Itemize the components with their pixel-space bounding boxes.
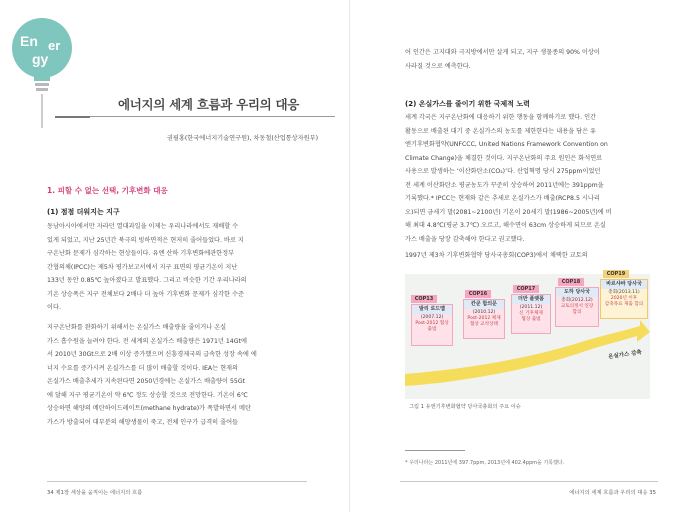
authors: 권필홍(한국에너지기술연구원), 차동철(산업통상자원부) [166, 135, 318, 142]
subheading-2: (2) 온실가스를 줄이기 위한 국제적 노력 [405, 100, 530, 108]
cop18-box: 도하 당사국 총회(2012.12) 교토의정서 연장 합의 [555, 287, 599, 327]
cop17-box: 더반 플랫폼 (2011.12) 신 기후체제 협상 출범 [511, 294, 551, 334]
footer-rule-left [47, 481, 307, 482]
paragraph-1-right: 세계 각국은 지구온난화에 대응하기 위한 행동을 함께하기로 했다. 인간 활동으로 배출된 대기 중 온실가스의 농도를 제한한다는 내용을 담은 유 엔기후변화협약(UNFCCC, United Nations Framework Convention on Climate Change)을 체결한 것이다. 지구온난화의 주요 원인은 화석연료 사용으로 발생하는 ‘이산화탄소(CO₂)’다. 산업혁명 당시 275ppm이었던 전 세계 이산화탄소 평균농도가 꾸준히 상승하여 2011년에는 391ppm을 기록했다.* IPCC는 현재와 같은 추세로 온실가스가 배출(RCP8.5 시나리 오)되면 금세기 말(2081~2100년) 기온이 20세기 말(1986~2005년)에 비 해 최대 4.8℃(평균 3.7℃) 오르고, 해수면이 63cm 상승하게 되므로 온실 가스 배출을 당장 감축해야 한다고 권고했다. [405, 114, 612, 243]
footer-rule-right [400, 481, 658, 482]
paragraph-1: 동남아시아에서만 자라던 열대과일을 이제는 우리나라에서도 재배할 수 있게 되었고, 지난 25년간 북극의 빙하면적은 현저히 줄어들었다. 바로 지 구온난화 문제가 심각하는 현상들이다. 유엔 산하 기후변화에관한정부 간협의체(IPCC)는 제5차 평가보고서에서 지구 표면의 평균기온이 지난 133년 동안 0.85℃ 높아졌다고 발표했다. 그리고 비슷한 기간 우리나라의 기온 상승폭은 지구 전체보다 2배나 더 높아 기후변화 문제가 심각한 수준 이다. [47, 223, 247, 311]
cop-timeline-figure [405, 271, 650, 399]
article-title: 에너지의 세계 흐름과 우리의 대응 [118, 97, 300, 112]
cop13-box: 발리 로드맵 (2007.12) Post-2012 협상 출범 [411, 304, 453, 346]
title-rule-accent [55, 116, 90, 118]
cop16-box: 칸쿤 합의문 (2010.12) Post-2012 체제 협상 교착상태 [463, 299, 505, 339]
section-heading: 1. 피할 수 없는 선택, 기후변화 대응 [47, 186, 168, 195]
paragraph-2-right: 1997년 제3차 기후변화협약 당사국총회(COP3)에서 채택한 교토의 [405, 252, 588, 259]
cop18-tag: COP18 [558, 278, 584, 286]
footer-left: 34 제1장 세상을 움직이는 에너지의 흐름 [47, 490, 143, 496]
paragraph-0-right: 어 인간은 고지대와 극지방에서만 살게 되고, 지구 생물종의 90% 이상이 사라질 것으로 예측한다. [405, 49, 600, 70]
energy-bulb-logo [8, 10, 78, 130]
page-gutter [349, 0, 350, 512]
title-rule [90, 116, 335, 117]
subheading-1: (1) 점점 더워지는 지구 [47, 208, 120, 216]
cop13-tag: COP13 [411, 295, 437, 303]
footnote-rule [405, 450, 465, 451]
figure-caption: 그림 1 유엔기후변화협약 당사국총회의 주요 이슈 [409, 404, 521, 410]
cop19-tag: COP19 [603, 270, 629, 278]
arrow-label: 온실가스 감축 [607, 349, 643, 361]
svg-text:gy: gy [32, 51, 49, 67]
svg-text:er: er [48, 38, 61, 53]
cop17-tag: COP17 [513, 285, 539, 293]
cop16-tag: COP16 [465, 290, 491, 298]
footer-right: 에너지의 세계 흐름과 우리의 대응 35 [569, 490, 656, 496]
footnote: * 우리나라는 2011년에 397.7ppm, 2013년에 402.4ppm을 기록했다. [405, 460, 565, 466]
svg-text:En: En [20, 33, 38, 49]
cop19-box: 바르샤바 당사국 총회(2013.11) 2020년 이후 감축목표 제출 합의 [600, 279, 648, 319]
paragraph-2: 지구온난화를 완화하기 위해서는 온실가스 배출량을 줄이거나 온실 가스 흡수원을 늘려야 한다. 전 세계의 온실가스 배출량은 1971년 14Gt에 서 2010년 30Gt으로 2배 이상 증가했으며 신흥경제국의 급속한 성장 속에 에 너지 수요를 증가시켜 온실가스를 더 많이 배출할 것이다. IEA는 현재의 온실가스 배출추세가 지속된다면 2050년경에는 온실가스 배출량이 55Gt 에 달해 지구 평균기온이 약 6℃ 정도 상승할 것으로 전망한다. 기온이 6℃ 상승하면 해양의 메탄하이드레이트(methane hydrate)가 폭발하면서 메탄 가스가 방출되어 대부분의 해양생물이 죽고, 전체 인구가 급격히 줄어들 [47, 324, 257, 426]
